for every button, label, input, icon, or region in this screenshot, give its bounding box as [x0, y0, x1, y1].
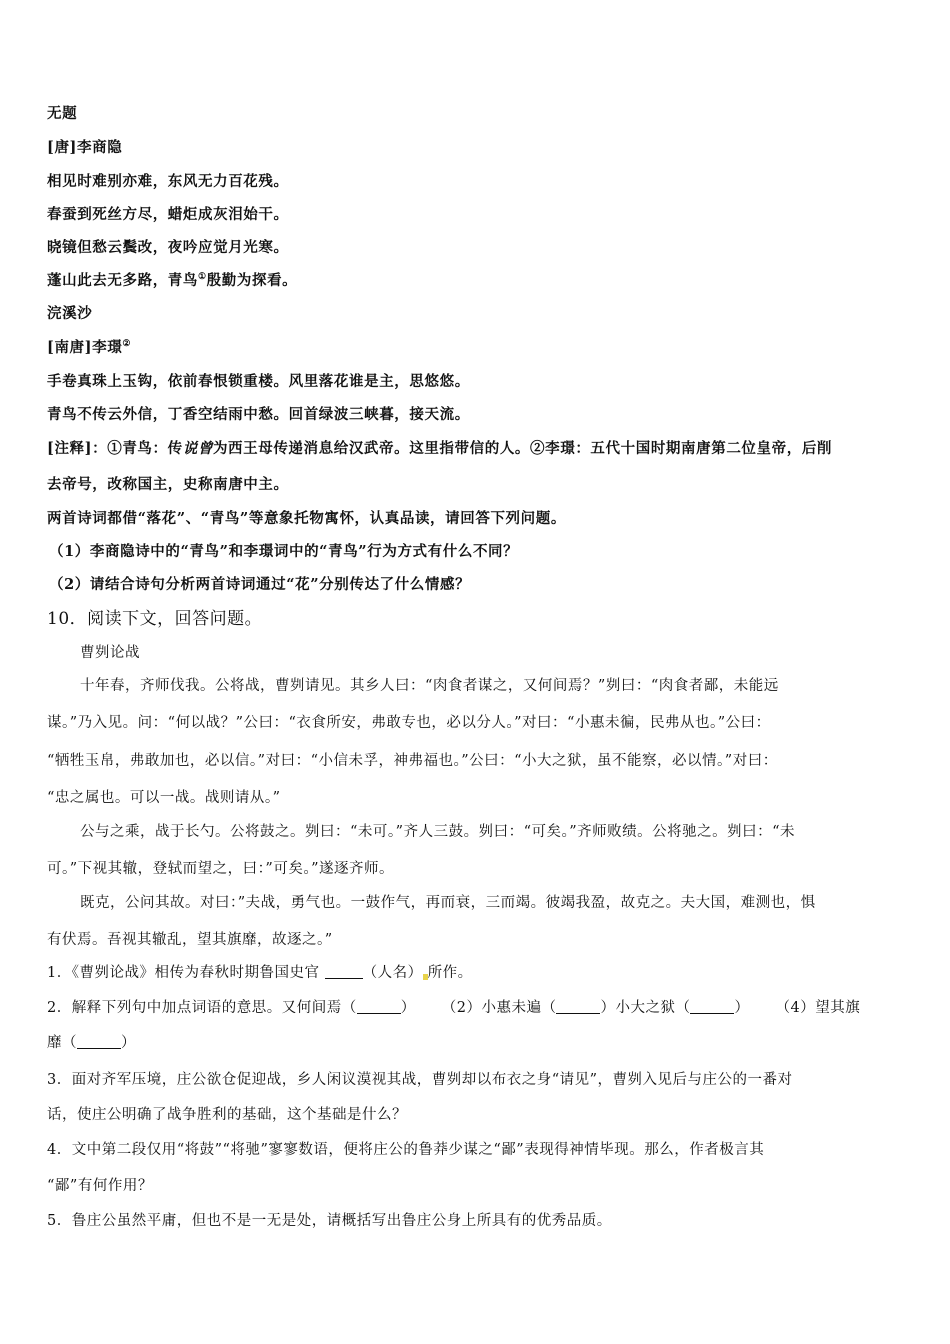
- question-item: 3．面对齐军压境，庄公欲仓促迎战，乡人闲议漠视其战，曹刿却以布衣之身“请见”，曹刿入见后与庄公的一番对: [47, 1072, 793, 1088]
- passage-line: 有伏焉。吾视其辙乱，望其旗靡，故逐之。”: [47, 932, 333, 948]
- annotation-line: 去帝号，改称国主，史称南唐中主。: [47, 476, 289, 493]
- poem1-line: 晓镜但愁云鬓改，夜吟应觉月光寒。: [47, 239, 289, 256]
- question-item: “鄙”有何作用？: [47, 1178, 153, 1194]
- question-item: 2．解释下列句中加点词语的意思。又何间焉（ ） （2）小惠未遍（ ）小大之狱（ ） （4）望其旗: [47, 1000, 861, 1016]
- section-heading: 10．阅读下文，回答问题。: [47, 609, 263, 629]
- poem1-author: [唐]李商隐: [47, 139, 123, 156]
- annotation-line: [注释]：①青鸟：传说曾为西王母传递消息给汉武帝。这里指带信的人。②李璟：五代十国时期南唐第二位皇帝，后削: [47, 440, 833, 457]
- poem1-line: 蓬山此去无多路，青鸟①殷勤为探看。: [47, 272, 298, 289]
- passage-line: 公与之乘，战于长勺。公将鼓之。刿曰：“未可。”齐人三鼓。刿曰：“可矣。”齐师败绩。公将驰之。刿曰：“未: [80, 824, 796, 840]
- poem2-author: [南唐]李璟②: [47, 339, 131, 356]
- poem2-title: 浣溪沙: [47, 305, 93, 322]
- passage-title: 曹刿论战: [80, 645, 140, 661]
- question-item: 5．鲁庄公虽然平庸，但也不是一无是处，请概括写出鲁庄公身上所具有的优秀品质。: [47, 1213, 612, 1229]
- question-item: （2）请结合诗句分析两首诗词通过“花”分别传达了什么情感？: [49, 576, 471, 593]
- footnote-marker: ①: [198, 272, 207, 283]
- answer-blank[interactable]: [357, 1001, 401, 1014]
- passage-line: 既克，公问其故。对曰：”夫战，勇气也。一鼓作气，再而衰，三而竭。彼竭我盈，故克之。夫大国，难测也，惧: [80, 895, 816, 911]
- poem2-line: 手卷真珠上玉钩，依前春恨锁重楼。风里落花谁是主，思悠悠。: [47, 373, 470, 390]
- question-item: （1）李商隐诗中的“青鸟”和李璟词中的“青鸟”行为方式有什么不同？: [49, 543, 519, 560]
- passage-line: “忠之属也。可以一战。战则请从。”: [47, 790, 281, 806]
- question-item: 4．文中第二段仅用“将鼓”“将驰”寥寥数语，便将庄公的鲁莽少谋之“鄙”表现得神情毕现。那么，作者极言其: [47, 1142, 765, 1158]
- passage-line: “牺牲玉帛，弗敢加也，必以信。”对曰：“小信未孚，神弗福也。”公曰：“小大之狱，虽不能察，必以情。”对曰：: [47, 753, 778, 769]
- answer-blank[interactable]: [77, 1036, 121, 1049]
- poem1-title: 无题: [47, 105, 78, 122]
- passage-line: 谋。”乃入见。问：“何以战？”公曰：“衣食所安，弗敢专也，必以分人。”对曰：“小惠未徧，民弗从也。”公曰：: [47, 715, 771, 731]
- poem2-line: 青鸟不传云外信，丁香空结雨中愁。回首绿波三峡暮，接天流。: [47, 406, 470, 423]
- answer-blank[interactable]: [556, 1001, 600, 1014]
- question-item: 话，使庄公明确了战争胜利的基础，这个基础是什么？: [47, 1107, 407, 1123]
- answer-blank[interactable]: [325, 966, 363, 979]
- footnote-marker: ②: [122, 339, 131, 350]
- answer-blank[interactable]: [690, 1001, 734, 1014]
- question-item: 靡（ ）: [47, 1035, 136, 1051]
- poem1-line: 相见时难别亦难，东风无力百花残。: [47, 173, 289, 190]
- question-intro: 两首诗词都借“落花”、“青鸟”等意象托物寓怀，认真品读，请回答下列问题。: [47, 510, 566, 527]
- passage-line: 可。”下视其辙，登轼而望之，曰：”可矣。”遂逐齐师。: [47, 861, 394, 877]
- passage-line: 十年春，齐师伐我。公将战，曹刿请见。其乡人曰：“肉食者谋之，又何间焉？”刿曰：“肉食者鄙，未能远: [80, 678, 779, 694]
- question-item: 1．《曹刿论战》相传为春秋时期鲁国史官 （人名） 所作。: [47, 965, 473, 981]
- poem1-line: 春蚕到死丝方尽，蜡炬成灰泪始干。: [47, 206, 289, 223]
